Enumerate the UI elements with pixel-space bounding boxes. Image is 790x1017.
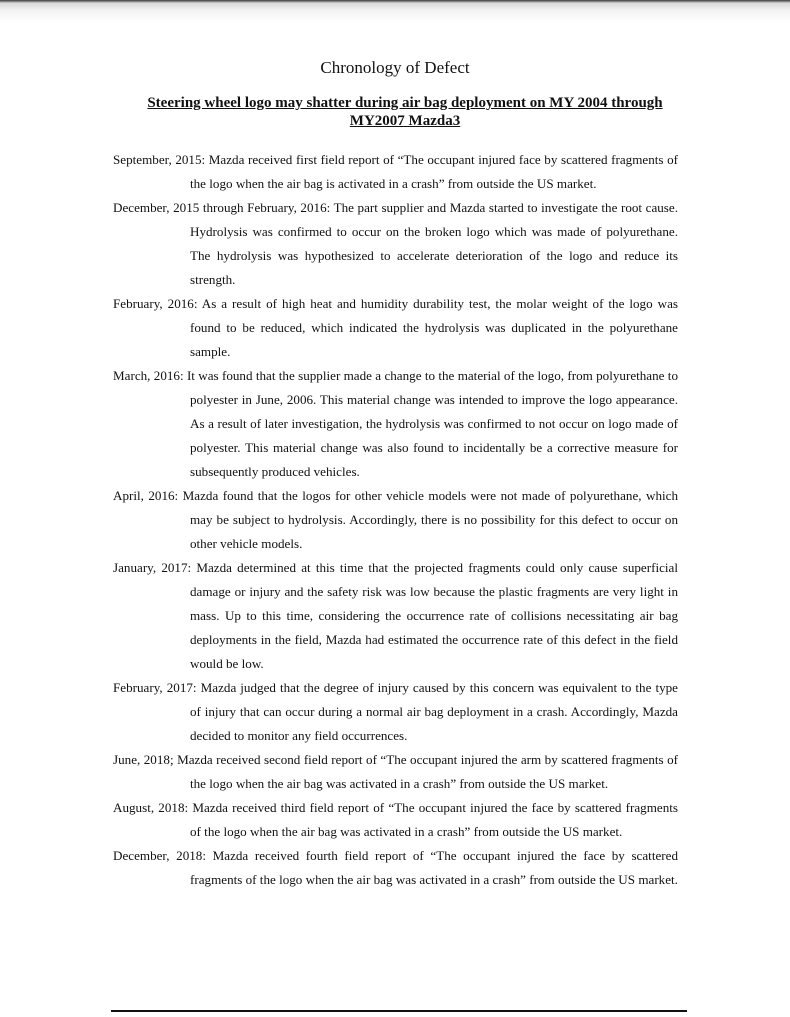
entry-date: March, 2016:: [113, 368, 184, 383]
chronology-entry: [113, 556, 678, 676]
chronology-entry: [113, 196, 678, 292]
entry-text: Mazda received third field report of “The occupant injured the face by scattered fragments of the logo when the air bag was activated in a crash” from outside the US market.: [190, 800, 678, 839]
chronology-entry: [113, 796, 678, 844]
chronology-entry: [113, 148, 678, 196]
entry-text: The part supplier and Mazda started to investigate the root cause. Hydrolysis was confirmed to occur on the broken logo which was made of polyurethane. The hydrolysis was hypothesized to accelerate deterioration of the logo and reduce its strength.: [190, 200, 678, 287]
chronology-entry: [113, 484, 678, 556]
page-top-shadow: [0, 0, 790, 22]
entry-date: April, 2016:: [113, 488, 179, 503]
chronology-entry: [113, 676, 678, 748]
entry-date: September, 2015:: [113, 152, 206, 167]
entry-text: Mazda received first field report of “The occupant injured face by scattered fragments of the logo when the air bag is activated in a crash” from outside the US market.: [190, 152, 678, 191]
entry-text: It was found that the supplier made a change to the material of the logo, from polyurethane to polyester in June, 2006. This material change was intended to improve the logo appearance. As a result of later investigation, the hydrolysis was confirmed to not occur on logo made of polyester. This material change was also found to incidentally be a corrective measure for subsequently produced vehicles.: [186, 368, 678, 479]
entry-date: December, 2018:: [113, 848, 206, 863]
entry-date: August, 2018:: [113, 800, 189, 815]
chronology-entry: [113, 364, 678, 484]
entry-date: February, 2016:: [113, 296, 198, 311]
entry-date: February, 2017:: [113, 680, 197, 695]
chronology-list: [113, 148, 678, 892]
entry-text: Mazda received second field report of “The occupant injured the arm by scattered fragments of the logo when the air bag was activated in a crash” from outside the US market.: [177, 752, 678, 791]
chronology-entry: [113, 844, 678, 892]
entry-text: Mazda received fourth field report of “The occupant injured the face by scattered fragments of the logo when the air bag was activated in a crash” from outside the US market.: [190, 848, 678, 887]
entry-text: As a result of high heat and humidity durability test, the molar weight of the logo was found to be reduced, which indicated the hydrolysis was duplicated in the polyurethane sample.: [190, 296, 678, 359]
chronology-entry: [113, 748, 678, 796]
chronology-entry: [113, 292, 678, 364]
entry-text: Mazda determined at this time that the projected fragments could only cause superficial damage or injury and the safety risk was low because the plastic fragments are very light in mass. Up to this time, considering the occurrence rate of collisions necessitating air bag deployments in the field, Mazda had estimated the occurrence rate of this defect in the field would be low.: [190, 560, 678, 671]
entry-text: Mazda found that the logos for other vehicle models were not made of polyurethane, which may be subject to hydrolysis. Accordingly, there is no possibility for this defect to occur on other vehicle models.: [182, 488, 678, 551]
entry-text: Mazda judged that the degree of injury caused by this concern was equivalent to the type of injury that can occur during a normal air bag deployment in a crash. Accordingly, Mazda decided to monitor any field occurrences.: [190, 680, 678, 743]
entry-date: January, 2017:: [113, 560, 192, 575]
entry-date: June, 2018;: [113, 752, 174, 767]
entry-date: December, 2015 through February, 2016:: [113, 200, 331, 215]
document-subject: Steering wheel logo may shatter during air bag deployment on MY 2004 through MY2007 Mazda3: [147, 95, 663, 129]
page-title: Chronology of Defect: [320, 58, 470, 77]
footer-divider: [111, 1010, 687, 1012]
